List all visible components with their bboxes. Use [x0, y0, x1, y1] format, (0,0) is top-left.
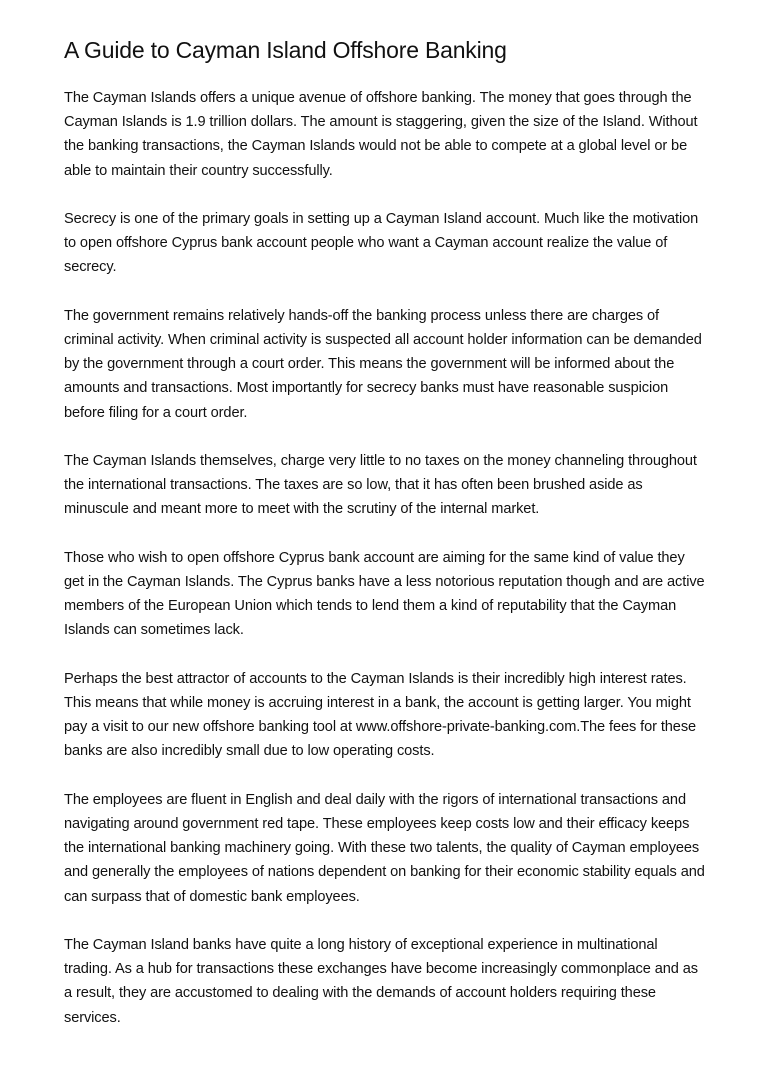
paragraph: The Cayman Islands offers a unique avenue of offshore banking. The money that goes through the Cayman Islands is 1.9 trillion dollars. The amount is staggering, given the size of the Island. Without the banking transactions, the Cayman Islands would not be able to compete at a global level or be able to maintain their country successfully.	[64, 90, 698, 179]
paragraph: The government remains relatively hands-off the banking process unless there are charges of criminal activity. When criminal activity is suspected all account holder information can be demanded by the government through a court order. This means the government will be informed about the amounts and transactions. Most importantly for secrecy banks must have reasonable suspicion before filing for a court order.	[64, 307, 702, 421]
paragraph: The employees are fluent in English and deal daily with the rigors of international transactions and navigating around government red tape. These employees keep costs low and their efficacy keeps the international banking machinery going. With these two talents, the quality of Cayman employees and generally the employees of nations dependent on banking for their economic stability equals and can surpass that of domestic bank employees.	[64, 791, 705, 905]
paragraph: Those who wish to open offshore Cyprus bank account are aiming for the same kind of value they get in the Cayman Islands. The Cyprus banks have a less notorious reputation though and are active members of the European Union which tends to lend them a kind of reputability that the Cayman Islands can sometimes lack.	[64, 549, 705, 639]
paragraph: Perhaps the best attractor of accounts to the Cayman Islands is their incredibly high interest rates. This means that while money is accruing interest in a bank, the account is getting larger. You might pay a visit to our new offshore banking tool at www.offshore-private-banking.com.The fees for these banks are also incredibly small due to low operating costs.	[64, 670, 697, 760]
paragraph: The Cayman Islands themselves, charge very little to no taxes on the money channeling throughout the international transactions. The taxes are so low, that it has often been brushed aside as minuscule and meant more to meet with the scrutiny of the internal market.	[64, 453, 697, 518]
document-title: A Guide to Cayman Island Offshore Banking	[64, 37, 507, 63]
paragraph: Secrecy is one of the primary goals in setting up a Cayman Island account. Much like the motivation to open offshore Cyprus bank account people who want a Cayman account realize the value of secrecy.	[64, 211, 699, 276]
paragraph: The Cayman Island banks have quite a long history of exceptional experience in multinational trading. As a hub for transactions these exchanges have become increasingly commonplace and as a result, they are accustomed to dealing with the demands of account holders requiring these services.	[64, 937, 698, 1026]
